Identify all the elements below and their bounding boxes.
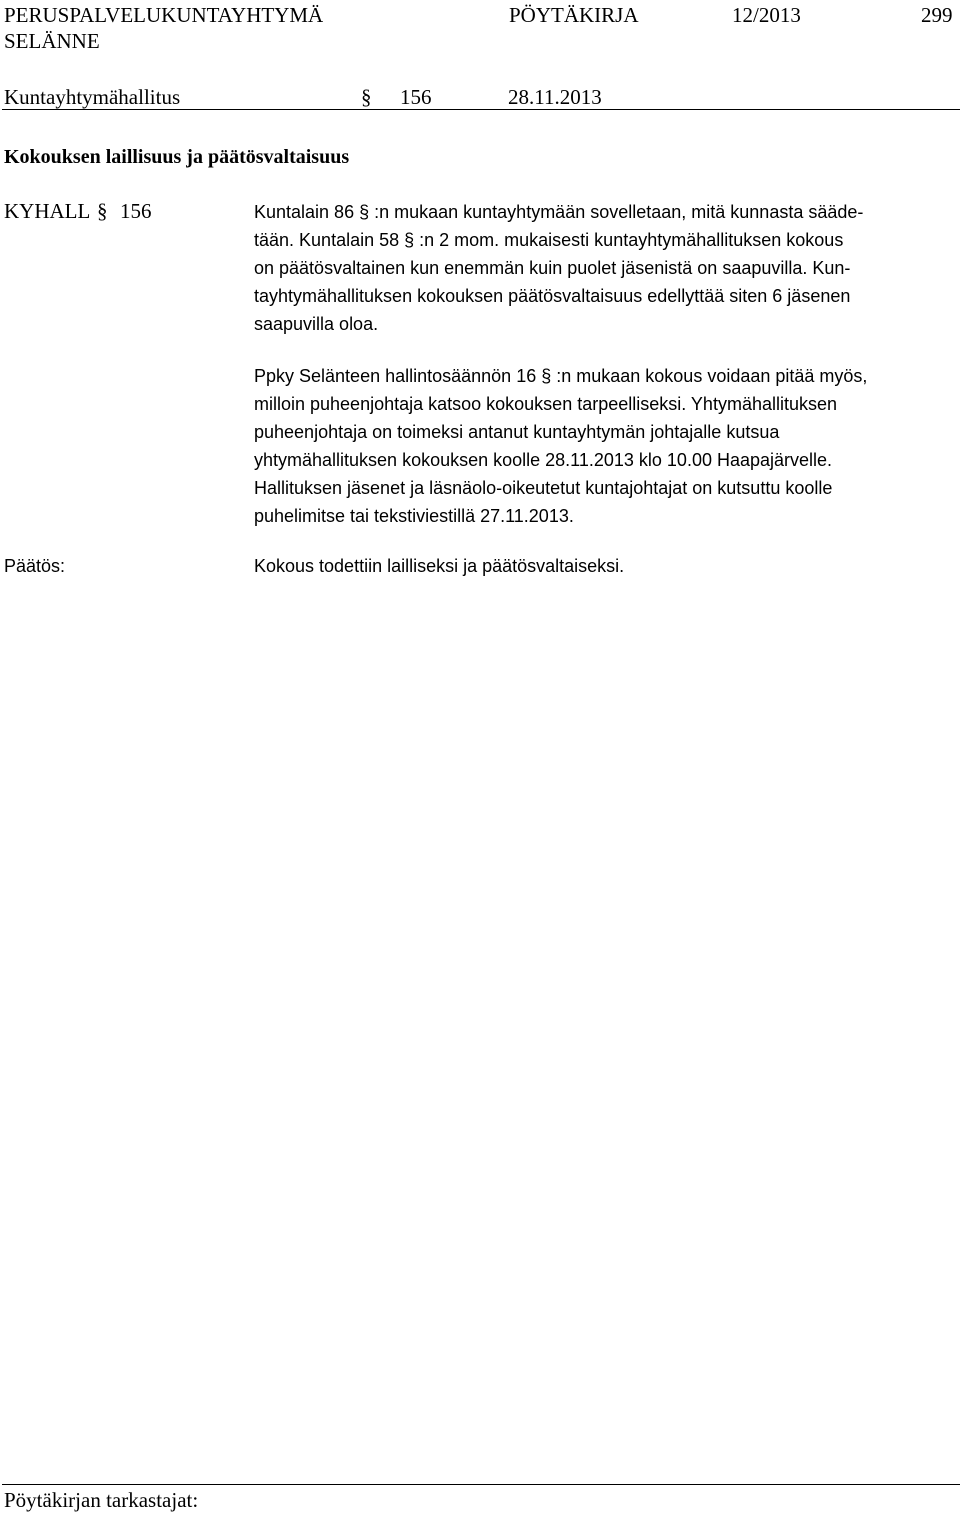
meeting-date: 28.11.2013	[508, 85, 602, 109]
section-title: Kokouksen laillisuus ja päätösvaltaisuus	[4, 146, 350, 168]
paragraph-line: Hallituksen jäsenet ja läsnäolo-oikeutetut kuntajohtajat on kutsuttu koolle	[254, 478, 833, 498]
decision-label: Päätös:	[4, 556, 66, 576]
header-divider	[2, 109, 960, 110]
body-name: Kuntayhtymähallitus	[4, 85, 181, 109]
issue-number: 12/2013	[732, 3, 801, 27]
section-code-label: KYHALL	[4, 199, 91, 223]
paragraph-line: Ppky Selänteen hallintosäännön 16 § :n mukaan kokous voidaan pitää myös,	[254, 366, 868, 386]
section-code-number: 156	[120, 199, 152, 223]
paragraph-line: yhtymähallituksen kokouksen koolle 28.11.2013 klo 10.00 Haapajärvelle.	[254, 450, 833, 470]
organization-name: PERUSPALVELUKUNTAYHTYMÄ	[4, 3, 324, 27]
organization-name-line2: SELÄNNE	[4, 29, 100, 53]
decision-line: Kokous todettiin lailliseksi ja päätösvaltaiseksi.	[254, 556, 625, 576]
paragraph-line: on päätösvaltainen kun enemmän kuin puolet jäsenistä on saapuvilla. Kun-	[254, 258, 851, 278]
footer-divider	[2, 1484, 960, 1485]
paragraph-line: puheenjohtaja on toimeksi antanut kuntayhtymän johtajalle kutsua	[254, 422, 780, 442]
section-sign-icon: §	[361, 85, 372, 109]
paragraph-line: tayhtymähallituksen kokouksen päätösvaltaisuus edellyttää siten 6 jäsenen	[254, 286, 851, 306]
section-code-sign-icon: §	[97, 199, 108, 223]
paragraph-line: saapuvilla oloa.	[254, 314, 379, 334]
paragraph-line: milloin puheenjohtaja katsoo kokouksen tarpeelliseksi. Yhtymähallituksen	[254, 394, 838, 414]
page-number: 299	[921, 3, 953, 27]
paragraph-legal-basis	[254, 198, 960, 338]
document-type: PÖYTÄKIRJA	[509, 3, 639, 27]
paragraph-meeting-call	[254, 362, 960, 530]
paragraph-line: tään. Kuntalain 58 § :n 2 mom. mukaisesti kuntayhtymähallituksen kokous	[254, 230, 844, 250]
paragraph-line: Kuntalain 86 § :n mukaan kuntayhtymään sovelletaan, mitä kunnasta sääde-	[254, 202, 864, 222]
reviewers-label: Pöytäkirjan tarkastajat:	[4, 1488, 199, 1512]
paragraph-line: puhelimitse tai tekstiviestillä 27.11.2013.	[254, 506, 574, 526]
decision-text	[254, 552, 960, 580]
section-number: 156	[400, 85, 432, 109]
